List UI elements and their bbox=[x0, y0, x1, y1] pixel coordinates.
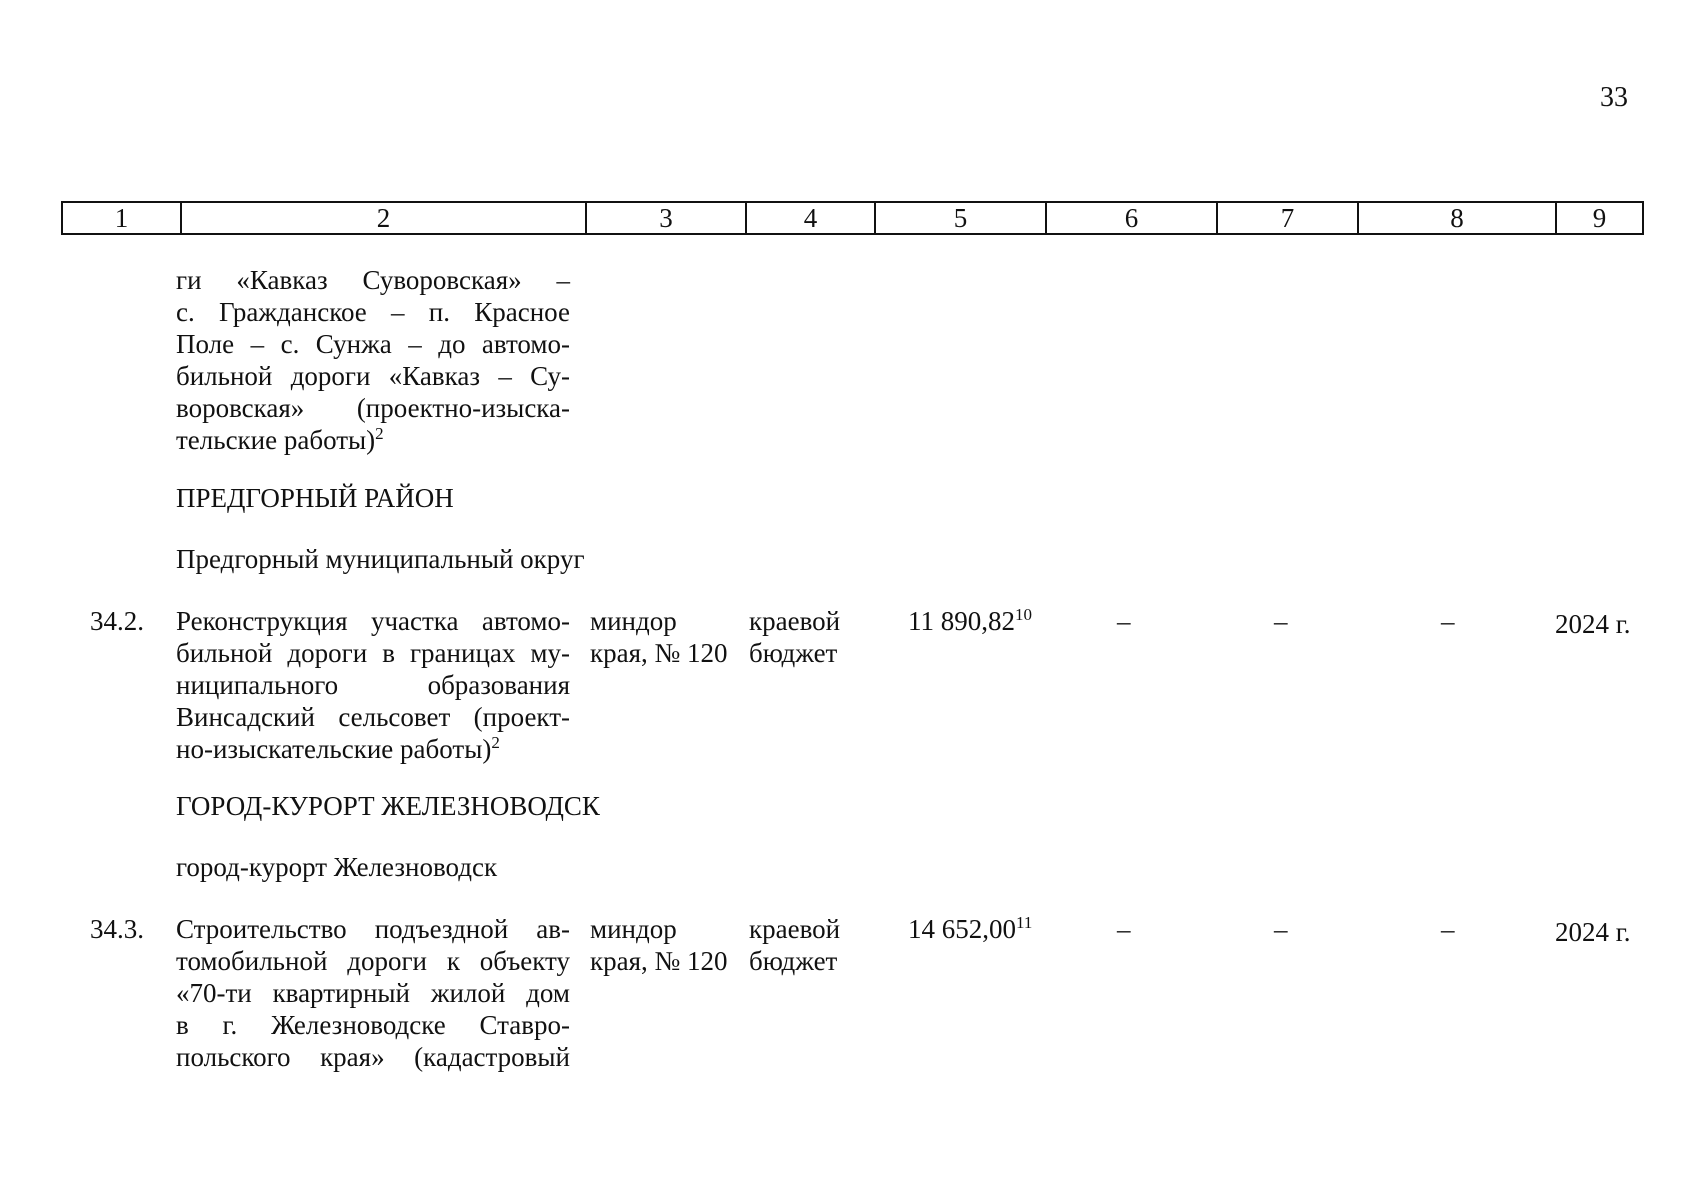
region-title: ПРЕДГОРНЫЙ РАЙОН bbox=[176, 483, 454, 513]
desc-line: польского края» (кадастровый bbox=[176, 1042, 570, 1072]
funding-line-1: краевой bbox=[749, 914, 841, 944]
amount bbox=[908, 913, 1032, 945]
desc-line: бильной дороги в границах му- bbox=[176, 638, 570, 668]
footnote-ref: 11 bbox=[1016, 913, 1033, 932]
desc-text: тельские работы) bbox=[176, 425, 376, 455]
header-col-9: 9 bbox=[1555, 203, 1642, 233]
funding-line-1: краевой bbox=[749, 606, 841, 636]
header-col-4: 4 bbox=[745, 203, 874, 233]
row-description bbox=[176, 605, 570, 765]
desc-line: Винсадский сельсовет (проект- bbox=[176, 702, 570, 732]
desc-line: томобильной дороги к объекту bbox=[176, 946, 570, 976]
funding-line-2: бюджет bbox=[749, 946, 838, 976]
desc-line: «70-ти квартирный жилой дом bbox=[176, 978, 570, 1008]
desc-line: ниципального образования bbox=[176, 670, 570, 700]
col-8-value: – bbox=[1441, 606, 1455, 636]
executor-line-2: края, № 120 bbox=[590, 638, 728, 668]
desc-line: с. Гражданское – п. Красное bbox=[176, 297, 570, 327]
header-col-8: 8 bbox=[1357, 203, 1555, 233]
header-col-3: 3 bbox=[585, 203, 745, 233]
continuation-description bbox=[176, 264, 570, 456]
executor-line-1: миндор bbox=[590, 606, 677, 636]
desc-line: бильной дороги «Кавказ – Су- bbox=[176, 361, 570, 391]
footnote-ref: 2 bbox=[491, 733, 500, 752]
table-header-row bbox=[61, 201, 1644, 235]
row-description bbox=[176, 913, 570, 1073]
desc-text: но-изыскательские работы) bbox=[176, 734, 492, 764]
desc-line: воровская» (проектно-изыска- bbox=[176, 393, 570, 423]
district-subtitle: Предгорный муниципальный округ bbox=[176, 544, 585, 574]
desc-line-last bbox=[176, 424, 570, 456]
year: 2024 г. bbox=[1555, 917, 1631, 947]
footnote-ref: 2 bbox=[375, 424, 384, 443]
col-7-value: – bbox=[1274, 606, 1288, 636]
desc-line-last bbox=[176, 733, 570, 765]
header-col-1: 1 bbox=[114, 202, 129, 233]
amount-value: 11 890,82 bbox=[908, 606, 1015, 636]
row-number: 34.3. bbox=[90, 914, 144, 944]
row-number: 34.2. bbox=[90, 606, 144, 636]
header-col-7: 7 bbox=[1216, 203, 1357, 233]
desc-line: ги «Кавказ Суворовская» – bbox=[176, 265, 570, 295]
amount bbox=[908, 605, 1032, 637]
executor-line-2: края, № 120 bbox=[590, 946, 728, 976]
header-col-2: 2 bbox=[180, 203, 585, 233]
header-col-6: 6 bbox=[1045, 203, 1216, 233]
region-title: ГОРОД-КУРОРТ ЖЕЛЕЗНОВОДСК bbox=[176, 791, 600, 821]
col-6-value: – bbox=[1117, 606, 1131, 636]
desc-line: Реконструкция участка автомо- bbox=[176, 606, 570, 636]
funding-line-2: бюджет bbox=[749, 638, 838, 668]
desc-line: Поле – с. Сунжа – до автомо- bbox=[176, 329, 570, 359]
year: 2024 г. bbox=[1555, 609, 1631, 639]
header-col-5: 5 bbox=[874, 203, 1045, 233]
col-7-value: – bbox=[1274, 914, 1288, 944]
district-subtitle: город-курорт Железноводск bbox=[176, 852, 498, 882]
page-number: 33 bbox=[1600, 82, 1628, 113]
col-6-value: – bbox=[1117, 914, 1131, 944]
desc-line: в г. Железноводске Ставро- bbox=[176, 1010, 570, 1040]
col-8-value: – bbox=[1441, 914, 1455, 944]
amount-value: 14 652,00 bbox=[908, 914, 1016, 944]
desc-line: Строительство подъездной ав- bbox=[176, 914, 570, 944]
footnote-ref: 10 bbox=[1015, 605, 1032, 624]
executor-line-1: миндор bbox=[590, 914, 677, 944]
